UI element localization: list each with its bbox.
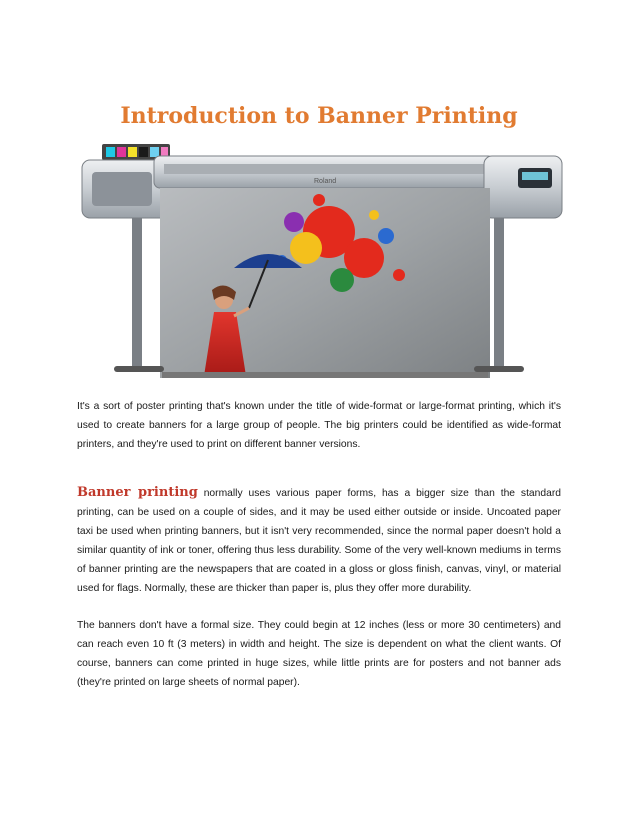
svg-text:Roland: Roland — [314, 178, 337, 185]
paragraph-3-text: The banners don't have a formal size. They could begin at 12 inches (less or more 30 centimeters) and can reach even 10 ft (3 meters) in width and height. The size is dependent on what the client wants. Of course, banners can come printed in huge sizes, while little prints are for posters and not banner ads (they're printed on large sheets of normal paper). — [77, 620, 561, 688]
paragraph-2-text: normally uses various paper forms, has a bigger size than the standard printing, can be used on a couple of sides, and it may be used either outside or inside. Uncoated paper taxi be used when printing banners, but it isn't very recommended, since the normal paper doesn't hold a similar quantity of ink or toner, offering thus less durability. Some of the very well-known mediums in terms of banner printing are the newspapers that are coated in a gloss or gloss finish, canvas, vinyl, or material used for flags. Normally, these are thicker than paper is, plus they offer more durability. — [77, 488, 561, 594]
paragraph-2-lead: Banner printing — [77, 485, 198, 500]
paragraph-3 — [77, 616, 561, 692]
paragraph-1-text: It's a sort of poster printing that's known under the title of wide-format or large-format printing, which it's used to create banners for a large group of people. The big printers could be identified as wide-format printers, and they're used to print on different banner versions. — [77, 401, 561, 450]
paragraph-1 — [77, 397, 561, 454]
page-title: Introduction to Banner Printing — [120, 103, 518, 129]
wide-format-printer-image — [74, 140, 564, 380]
paragraph-2 — [77, 483, 561, 598]
